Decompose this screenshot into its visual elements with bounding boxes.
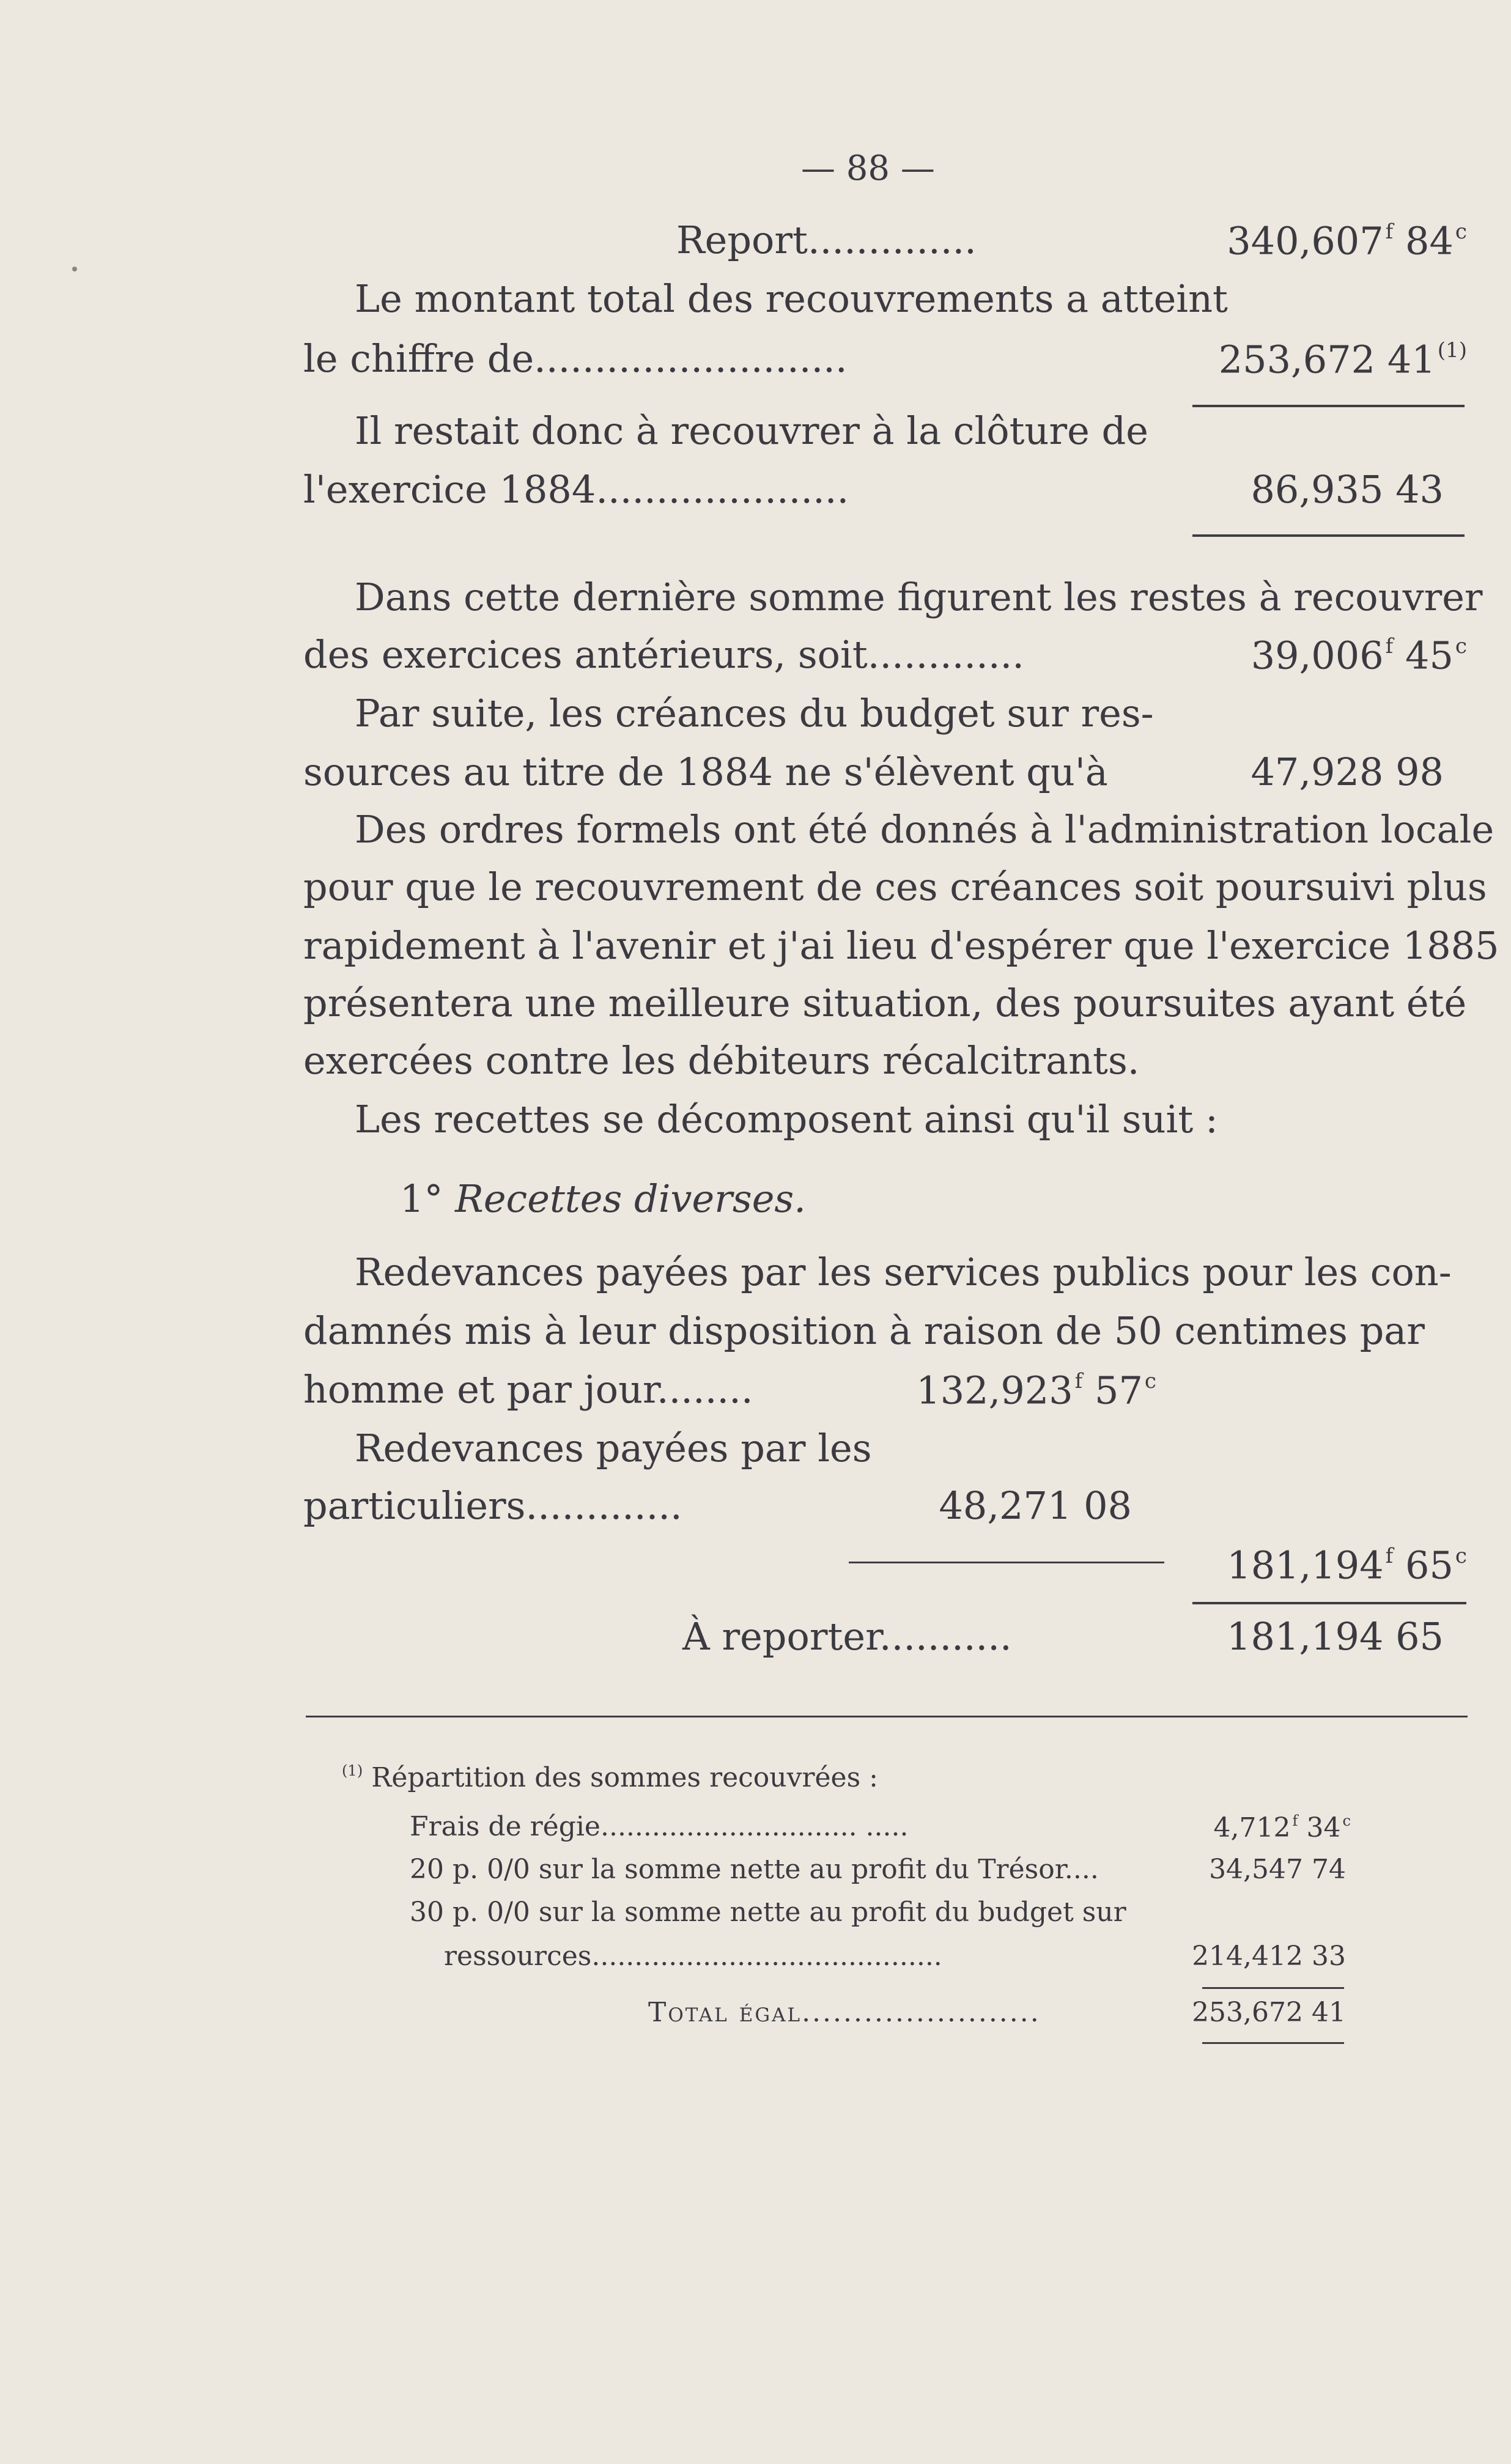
restait-line-1: Il restait donc à recouvrer à la clôture de xyxy=(355,408,1148,453)
footnote-row-4-label: ressources......................................... xyxy=(444,1941,942,1972)
dans-value: 39,006$^f$ 45$^c$ xyxy=(1251,633,1467,678)
montant-value: 253,672 41$^{(1)}$ xyxy=(1218,337,1467,382)
footnote-separator xyxy=(306,1716,1468,1717)
rule-montant xyxy=(1192,405,1465,407)
restait-line-2: l'exercice 1884..................... xyxy=(303,467,849,512)
footnote-total-label: Total égal....................... xyxy=(648,1997,1041,2028)
suite-line-1: Par suite, les créances du budget sur res- xyxy=(355,691,1154,736)
rule-subtotal-right xyxy=(1192,1602,1466,1604)
footnote-row-2-label: 20 p. 0/0 sur la somme nette au profit du Trésor.... xyxy=(410,1854,1099,1885)
footnote-row-4-value: 214,412 33 xyxy=(1192,1941,1346,1972)
footnote-title: $^{(1)}$ Répartition des sommes recouvrées : xyxy=(342,1762,878,1794)
footnote-row-1-label: Frais de régie.............................. ..... xyxy=(410,1811,909,1842)
ordres-line-1: Des ordres formels ont été donnés à l'administration locale xyxy=(355,807,1494,852)
ordres-line-3: rapidement à l'avenir et j'ai lieu d'espérer que l'exercice 1885 xyxy=(303,923,1499,968)
footnote-total-rule xyxy=(1202,1987,1344,1989)
report-label: Report.............. xyxy=(676,218,977,262)
restait-value: 86,935 43 xyxy=(1251,467,1444,512)
ordres-line-2: pour que le recouvrement de ces créances soit poursuivi plus xyxy=(303,865,1487,909)
suite-line-2: sources au titre de 1884 ne s'élèvent qu'à xyxy=(303,750,1108,794)
redev2-line-1: Redevances payées par les xyxy=(355,1426,872,1470)
rule-subtotal-left xyxy=(849,1562,1164,1563)
dans-line-1: Dans cette dernière somme figurent les restes à recouvrer xyxy=(355,575,1483,619)
footnote-row-3-label: 30 p. 0/0 sur la somme nette au profit du budget sur xyxy=(410,1897,1126,1928)
suite-value: 47,928 98 xyxy=(1251,750,1444,794)
redev2-line-2: particuliers............. xyxy=(303,1483,682,1528)
reporter-value: 181,194 65 xyxy=(1227,1614,1444,1659)
footnote-row-2-value: 34,547 74 xyxy=(1209,1854,1346,1885)
reporter-label: À reporter........... xyxy=(682,1614,1012,1659)
redev2-value: 48,271 08 xyxy=(939,1483,1132,1528)
redev1-line-1: Redevances payées par les services publics pour les con- xyxy=(355,1250,1452,1294)
footnote-bottom-rule xyxy=(1202,2042,1344,2044)
redev1-line-2: damnés mis à leur disposition à raison de 50 centimes par xyxy=(303,1308,1425,1353)
ordres-line-4: présentera une meilleure situation, des poursuites ayant été xyxy=(303,981,1467,1025)
dans-line-2: des exercices antérieurs, soit............. xyxy=(303,632,1024,677)
recettes-intro: Les recettes se décomposent ainsi qu'il suit : xyxy=(355,1097,1218,1142)
ordres-line-5: exercées contre les débiteurs récalcitrants. xyxy=(303,1038,1140,1083)
montant-line-1: Le montant total des recouvrements a atteint xyxy=(355,276,1228,321)
section-heading: 1° Recettes diverses. xyxy=(400,1176,806,1221)
page-number: — 88 — xyxy=(801,149,935,188)
paper-speck xyxy=(72,267,77,271)
subtotal-value: 181,194$^f$ 65$^c$ xyxy=(1227,1543,1467,1588)
footnote-row-1-value: 4,712 $^f$ 34 $^c$ xyxy=(1213,1812,1351,1844)
redev1-line-3: homme et par jour........ xyxy=(303,1367,753,1412)
rule-restait xyxy=(1192,534,1465,537)
redev1-value: 132,923$^f$ 57$^c$ xyxy=(916,1368,1156,1413)
footnote-total-value: 253,672 41 xyxy=(1192,1997,1346,2028)
report-value: 340,607$^f$ 84$^c$ xyxy=(1227,218,1467,264)
montant-line-2: le chiffre de.......................... xyxy=(303,336,848,381)
